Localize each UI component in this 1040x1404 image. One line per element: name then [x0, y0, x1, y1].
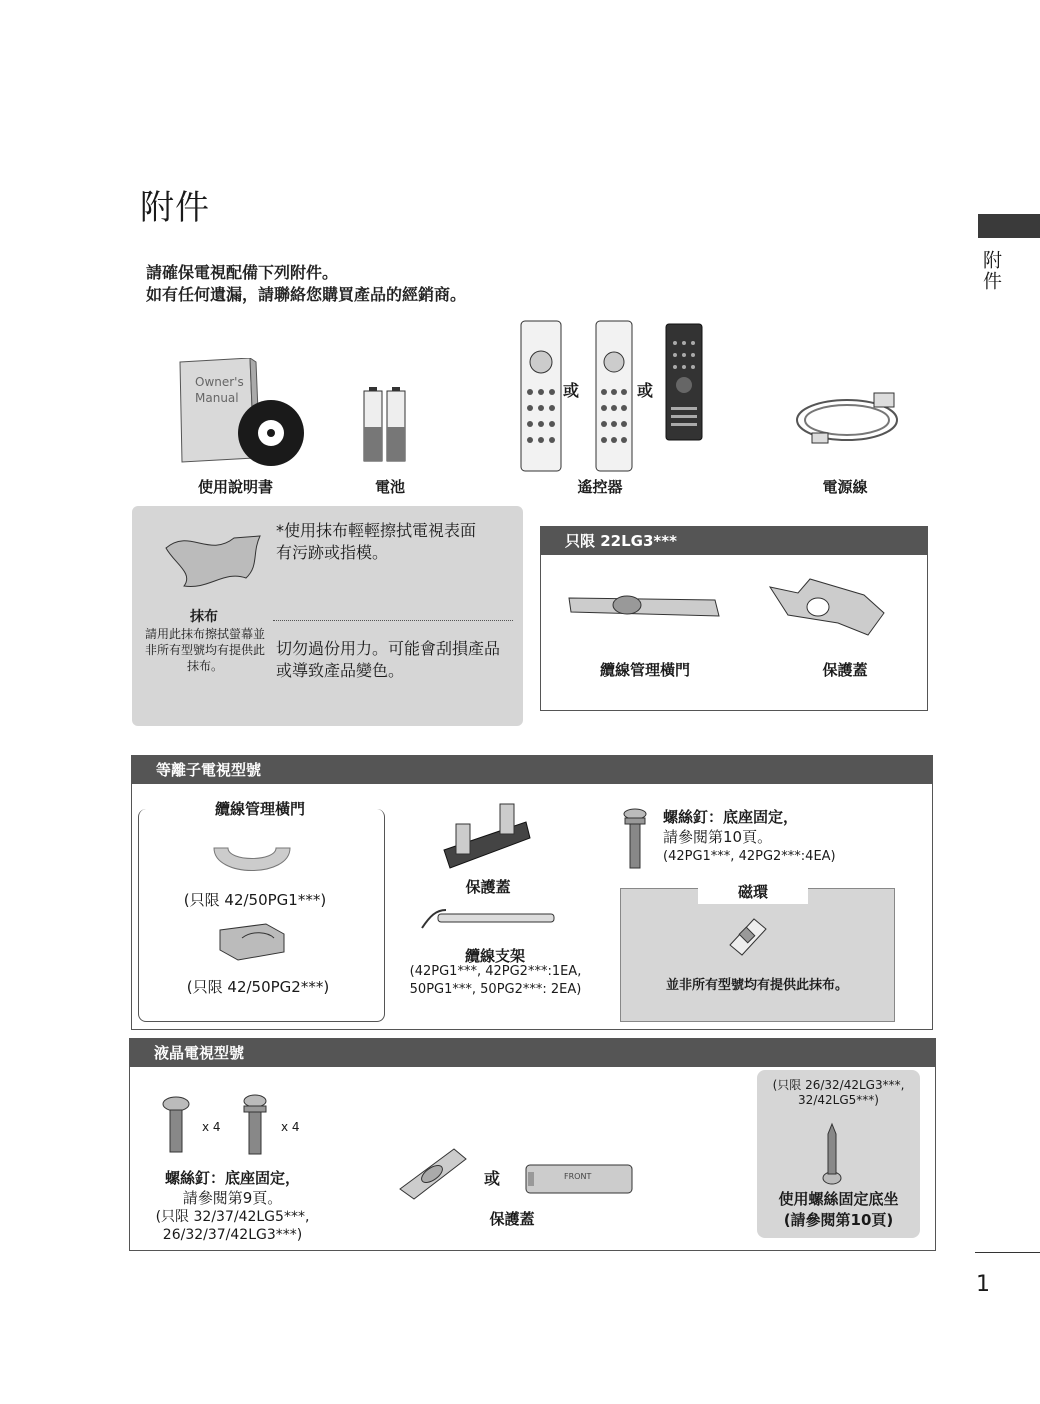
ferrite-note: 並非所有型號均有提供此抹布。 — [665, 978, 848, 993]
plasma-cover-label: 保護蓋 — [465, 878, 511, 896]
cloth-title: 抹布 — [190, 609, 218, 625]
plasma-holder-label: 纜線支架 — [464, 947, 525, 965]
lcd-screw-ref: 請參閱第9頁。 — [182, 1189, 283, 1207]
lcd-or-text: 或 — [484, 1169, 501, 1188]
cable-holder-block-icon — [216, 920, 288, 964]
ferrite-core-icon — [726, 915, 770, 959]
box-22lg3-item2: 保護蓋 — [822, 661, 868, 679]
or-text-2: 或 — [637, 381, 654, 400]
plasma-holder-note-2: 50PG1***, 50PG2***: 2EA) — [409, 982, 582, 997]
cloth-warning: 切勿過份用力。可能會刮損產品或導致產品變色。 — [276, 639, 501, 680]
remote-control-icon — [520, 320, 562, 472]
section-side-label: 附件 — [980, 250, 1002, 292]
lcd-right-title — [760, 1189, 917, 1231]
plasma-cover-icon — [440, 798, 535, 870]
lcd-qty-1: x 4 — [202, 1120, 221, 1134]
lcd-cover-front-text: FRONT — [564, 1172, 592, 1181]
remote-control-dark-icon — [665, 323, 703, 441]
cable-management-bar-icon — [565, 588, 725, 628]
power-cord-label: 電源線 — [822, 478, 868, 496]
lcd-screw-note-1: (只限 32/37/42LG5***, — [155, 1209, 310, 1225]
lcd-right-title-2: (請參閱第10頁) — [783, 1211, 894, 1229]
lcd-right-note-2: 32/42LG5***) — [798, 1093, 879, 1107]
lcd-screw-note — [130, 1208, 335, 1244]
lcd-screw-icon-1 — [161, 1096, 191, 1154]
plasma-screw-title: 螺絲釘：底座固定， — [663, 808, 799, 826]
lcd-right-note-1: (只限 26/32/42LG3***, — [772, 1078, 905, 1092]
intro-text — [146, 262, 466, 306]
plasma-pg2-note: (只限 42/50PG2***) — [186, 978, 330, 996]
lcd-screw-icon-2 — [240, 1094, 270, 1156]
plasma-cable-mgmt-title: 纜線管理橫門 — [175, 798, 345, 819]
lcd-cover-icon-1 — [396, 1145, 470, 1201]
cable-tie-icon — [418, 906, 558, 932]
cloth-note: *使用抹布輕輕擦拭電視表面有污跡或指模。 — [276, 521, 477, 562]
plasma-header: 等離子電視型號 — [132, 756, 932, 784]
manual-cover-text: Owner's Manual — [195, 375, 244, 405]
intro-line-2: 如有任何遺漏，請聯絡您購買產品的經銷商。 — [146, 285, 467, 304]
remote-control-icon-alt — [595, 320, 633, 472]
box-22lg3-header: 只限 22LG3*** — [541, 527, 927, 555]
lcd-right-title-1: 使用螺絲固定底坐 — [778, 1190, 899, 1208]
power-cord-icon — [792, 385, 907, 455]
screw-icon — [622, 808, 648, 870]
plasma-screw-note: (42PG1***, 42PG2***:4EA) — [663, 849, 836, 864]
lcd-cover-label: 保護蓋 — [489, 1210, 535, 1228]
page-title: 附件 — [140, 188, 210, 228]
box-22lg3-item1: 纜線管理橫門 — [599, 661, 690, 679]
section-tab-marker — [978, 214, 1040, 238]
lcd-screw-note-2: 26/32/37/42LG3***) — [162, 1227, 303, 1243]
dotted-divider — [273, 620, 513, 621]
lcd-qty-2: x 4 — [281, 1120, 300, 1134]
long-screw-icon — [822, 1122, 842, 1190]
lcd-header: 液晶電視型號 — [130, 1039, 935, 1067]
lcd-screw-title: 螺絲釘：底座固定， — [164, 1169, 300, 1187]
page-number-rule — [975, 1252, 1040, 1253]
manual-label: 使用說明書 — [197, 478, 273, 496]
plasma-screw-ref: 請參閱第10頁。 — [663, 828, 773, 846]
intro-line-1: 請確保電視配備下列附件。 — [146, 263, 339, 282]
battery-label: 電池 — [374, 478, 405, 496]
plasma-holder-note — [398, 963, 593, 999]
protective-cover-icon — [768, 577, 888, 639]
u-clip-icon — [210, 842, 295, 882]
or-text-1: 或 — [563, 381, 580, 400]
remote-label: 遙控器 — [577, 478, 623, 496]
cloth-desc: 請用此抹布擦拭螢幕並非所有型號均有提供此抹布。 — [144, 627, 265, 673]
cloth-icon — [164, 528, 264, 588]
lcd-right-note — [760, 1078, 917, 1108]
battery-icon — [360, 385, 410, 465]
page-number: 1 — [976, 1272, 990, 1297]
plasma-holder-note-1: (42PG1***, 42PG2***:1EA, — [409, 964, 582, 979]
plasma-pg1-note: (只限 42/50PG1***) — [183, 891, 327, 909]
ferrite-title: 磁環 — [698, 879, 808, 904]
